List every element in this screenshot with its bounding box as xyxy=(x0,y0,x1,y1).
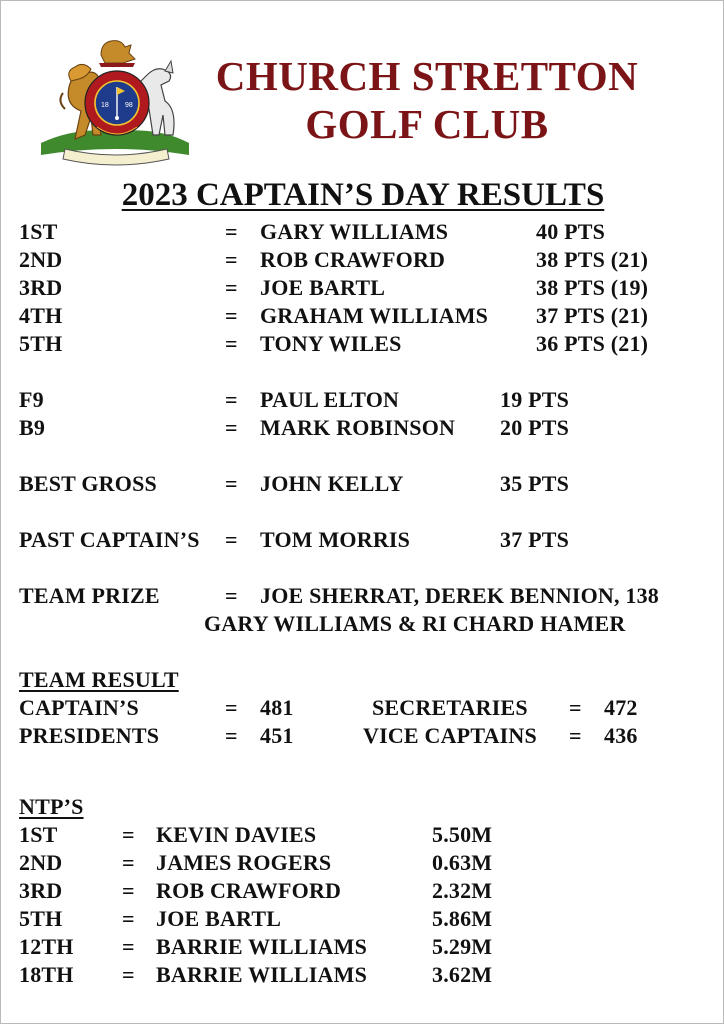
best-gross-name: JOHN KELLY xyxy=(260,471,404,496)
ntp-distance: 5.29M xyxy=(432,934,493,959)
team-prize-line-1: JOE SHERRAT, DEREK BENNION, 138 xyxy=(260,583,659,608)
team-result-label: PRESIDENTS xyxy=(19,723,160,748)
club-name-line-1: CHURCH STRETTON xyxy=(215,53,639,99)
ntp-hole: 18TH xyxy=(19,962,74,987)
ntp-hole: 12TH xyxy=(19,934,74,959)
ntp-name: BARRIE WILLIAMS xyxy=(156,934,368,959)
ntp-name: ROB CRAWFORD xyxy=(156,878,342,903)
nine-label: F9 xyxy=(19,387,44,412)
crest-year-right: 98 xyxy=(125,102,133,109)
ntp-name: KEVIN DAVIES xyxy=(156,822,317,847)
result-score: 40 PTS xyxy=(536,219,606,244)
result-score: 38 PTS (21) xyxy=(536,247,649,272)
result-name: GARY WILLIAMS xyxy=(260,219,449,244)
team-result-equals: = xyxy=(225,695,238,720)
team-result-heading: TEAM RESULT xyxy=(19,667,179,692)
result-equals: = xyxy=(225,275,238,300)
nine-name: MARK ROBINSON xyxy=(260,415,456,440)
club-crest-logo xyxy=(35,31,195,171)
result-score: 38 PTS (19) xyxy=(536,275,649,300)
result-equals: = xyxy=(225,303,238,328)
ntp-name: JAMES ROGERS xyxy=(156,850,332,875)
result-equals: = xyxy=(225,247,238,272)
ntp-equals: = xyxy=(122,822,135,847)
ntps-heading: NTP’S xyxy=(19,794,84,819)
ntp-distance: 2.32M xyxy=(432,878,493,903)
best-gross-equals: = xyxy=(225,471,238,496)
result-position: 5TH xyxy=(19,331,63,356)
result-position: 3RD xyxy=(19,275,63,300)
result-position: 4TH xyxy=(19,303,63,328)
team-result-equals: = xyxy=(569,723,582,748)
page-title-text: 2023 CAPTAIN’S DAY RESULTS xyxy=(121,177,605,213)
result-score: 37 PTS (21) xyxy=(536,303,649,328)
ntp-equals: = xyxy=(122,878,135,903)
team-result-value: 451 xyxy=(260,723,294,748)
team-prize-equals: = xyxy=(225,583,238,608)
result-equals: = xyxy=(225,331,238,356)
nine-equals: = xyxy=(225,415,238,440)
team-result-value: 472 xyxy=(604,695,638,720)
nine-equals: = xyxy=(225,387,238,412)
ntp-distance: 5.86M xyxy=(432,906,493,931)
past-captains-name: TOM MORRIS xyxy=(260,527,411,552)
team-result-label: VICE CAPTAINS xyxy=(363,723,537,748)
result-position: 2ND xyxy=(19,247,63,272)
team-prize-line-2: GARY WILLIAMS & RI CHARD HAMER xyxy=(204,611,626,636)
ntp-hole: 1ST xyxy=(19,822,58,847)
ntp-equals: = xyxy=(122,962,135,987)
result-equals: = xyxy=(225,219,238,244)
result-position: 1ST xyxy=(19,219,58,244)
past-captains-score: 37 PTS xyxy=(500,527,570,552)
team-result-value: 436 xyxy=(604,723,638,748)
ntp-equals: = xyxy=(122,934,135,959)
nine-label: B9 xyxy=(19,415,46,440)
page-title xyxy=(1,179,724,212)
ntp-equals: = xyxy=(122,850,135,875)
team-result-label: SECRETARIES xyxy=(372,695,528,720)
ntp-hole: 5TH xyxy=(19,906,63,931)
team-result-equals: = xyxy=(225,723,238,748)
ntp-distance: 0.63M xyxy=(432,850,493,875)
nine-score: 20 PTS xyxy=(500,415,570,440)
best-gross-label: BEST GROSS xyxy=(19,471,157,496)
team-result-value: 481 xyxy=(260,695,294,720)
ntp-distance: 3.62M xyxy=(432,962,493,987)
ntp-name: JOE BARTL xyxy=(156,906,282,931)
past-captains-label: PAST CAPTAIN’S xyxy=(19,527,200,552)
team-prize-label: TEAM PRIZE xyxy=(19,583,160,608)
result-name: GRAHAM WILLIAMS xyxy=(260,303,489,328)
result-score: 36 PTS (21) xyxy=(536,331,649,356)
team-result-label: CAPTAIN’S xyxy=(19,695,139,720)
ntp-equals: = xyxy=(122,906,135,931)
best-gross-score: 35 PTS xyxy=(500,471,570,496)
result-name: ROB CRAWFORD xyxy=(260,247,446,272)
crest-year-left: 18 xyxy=(101,102,109,109)
ntp-name: BARRIE WILLIAMS xyxy=(156,962,368,987)
ntp-distance: 5.50M xyxy=(432,822,493,847)
ntp-hole: 2ND xyxy=(19,850,63,875)
result-name: JOE BARTL xyxy=(260,275,386,300)
nine-score: 19 PTS xyxy=(500,387,570,412)
nine-name: PAUL ELTON xyxy=(260,387,400,412)
club-name-line-2: GOLF CLUB xyxy=(305,101,549,147)
past-captains-equals: = xyxy=(225,527,238,552)
team-result-equals: = xyxy=(569,695,582,720)
result-name: TONY WILES xyxy=(260,331,402,356)
ntp-hole: 3RD xyxy=(19,878,63,903)
